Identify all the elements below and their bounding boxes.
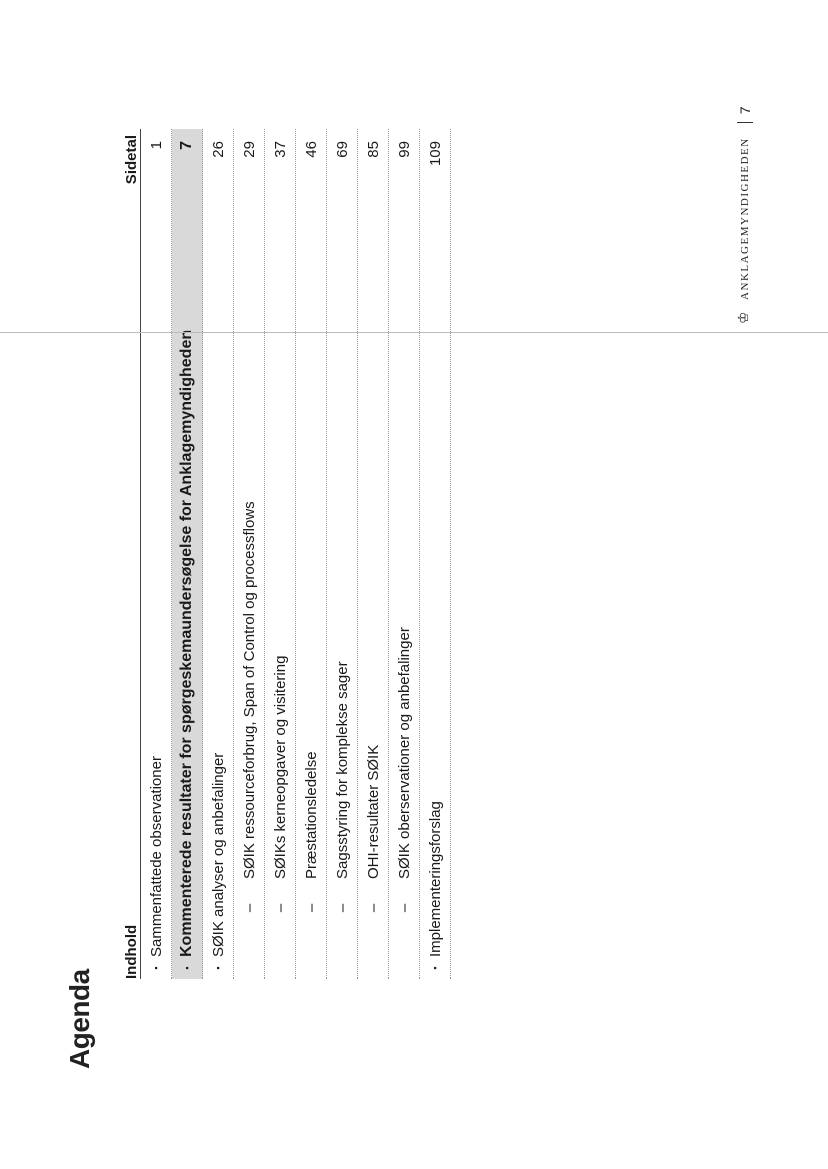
dash-icon: – (395, 903, 413, 913)
toc-row-label: OHI-resultater SØIK (364, 744, 382, 879)
toc-row-label: Sammenfattede observationer (147, 756, 165, 957)
toc-row-label: SØIKs kerneopgaver og visitering (271, 655, 289, 879)
toc-row-highlighted[interactable] (172, 129, 203, 979)
toc-heading-page: Sidetal (123, 135, 140, 185)
dash-icon: – (240, 903, 258, 913)
toc-subrow[interactable] (358, 129, 389, 979)
toc-row[interactable] (420, 129, 451, 979)
toc-row-label: SØIK analyser og anbefalinger (209, 752, 227, 957)
bullet-icon: ▪ (213, 966, 223, 970)
bullet-icon: ▪ (182, 966, 192, 970)
footer-divider (0, 332, 828, 333)
page-title: Agenda (64, 969, 95, 1069)
toc-row-label: Sagsstyring for komplekse sager (333, 661, 351, 879)
footer-org-name: ANKLAGEMYNDIGHEDEN (738, 137, 751, 300)
toc-subrow[interactable] (389, 129, 420, 979)
dash-icon: – (271, 903, 289, 913)
table-of-contents (112, 129, 451, 979)
bullet-icon: ▪ (430, 966, 440, 970)
toc-row-label: Præstationsledelse (302, 751, 320, 879)
toc-subrow[interactable] (234, 129, 265, 979)
toc-row-page: 1 (147, 141, 165, 150)
toc-row-page: 29 (240, 141, 258, 158)
toc-heading-contents: Indhold (123, 924, 140, 979)
toc-row-page: 99 (395, 141, 413, 158)
dash-icon: – (302, 903, 320, 913)
toc-subrow[interactable] (265, 129, 296, 979)
toc-row-page: 37 (271, 141, 289, 158)
dash-icon: – (333, 903, 351, 913)
toc-row-label: SØIK oberservationer og anbefalinger (395, 627, 413, 879)
toc-row-page: 85 (364, 141, 382, 158)
footer (736, 106, 753, 324)
toc-row-page: 46 (302, 141, 320, 158)
toc-row[interactable] (141, 129, 172, 979)
toc-row-label: SØIK ressourceforbrug, Span of Control og processflows (240, 501, 258, 879)
crown-crest-icon: ♔ (737, 309, 752, 324)
toc-row-label: Kommenterede resultater for spørgeskemaundersøgelse for Anklagemyndigheden (178, 329, 195, 957)
toc-subrow[interactable] (296, 129, 327, 979)
toc-row-page: 7 (178, 141, 195, 150)
bullet-icon: ▪ (151, 966, 161, 970)
toc-row-page: 26 (209, 141, 227, 158)
toc-row-page: 69 (333, 141, 351, 158)
toc-row-label: Implementeringsforslag (426, 801, 444, 957)
footer-page-number: 7 (737, 106, 753, 123)
dash-icon: – (364, 903, 382, 913)
toc-row-page: 109 (426, 141, 444, 167)
toc-row[interactable] (203, 129, 234, 979)
toc-header (112, 129, 141, 979)
toc-subrow[interactable] (327, 129, 358, 979)
